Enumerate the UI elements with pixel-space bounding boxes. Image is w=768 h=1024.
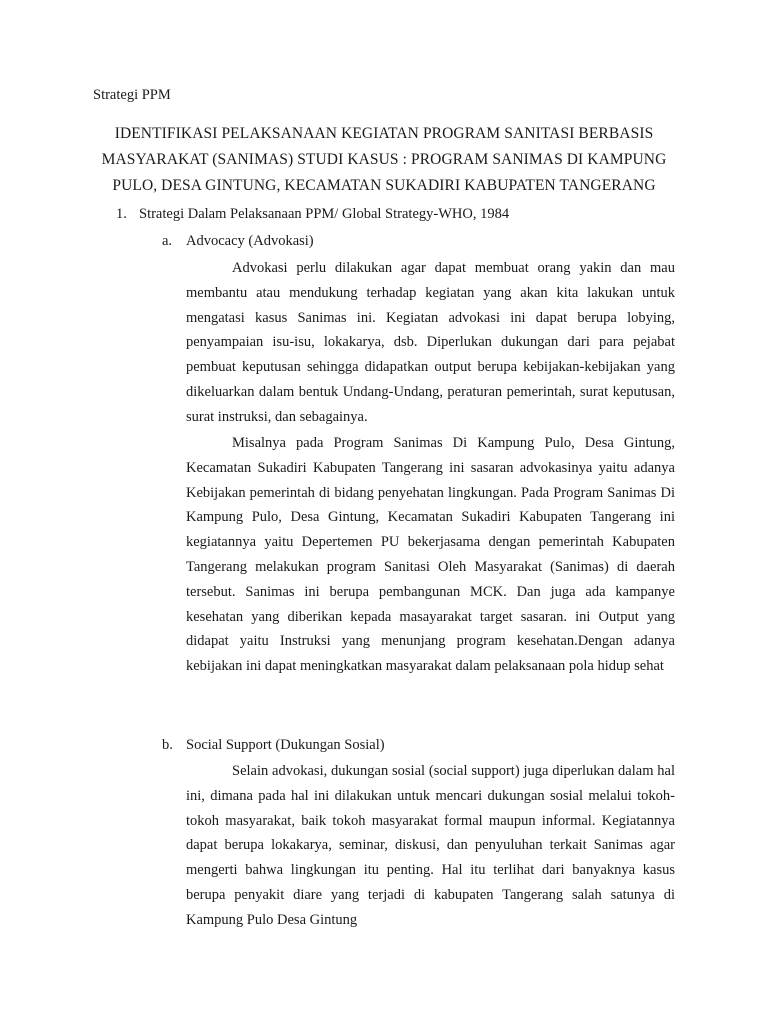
subsection-b-heading: Social Support (Dukungan Sosial) (186, 737, 385, 753)
section-number: 1. (116, 206, 127, 222)
subsection-a-letter: a. (162, 233, 173, 249)
advocacy-paragraph-2: Misalnya pada Program Sanimas Di Kampung Pulo, Desa Gintung, Kecamatan Sukadiri Kabupaten Tangerang ini sasaran advokasinya yaitu adanya Kebijakan pemerintah di bidang penyehatan lingkungan. Pada Program Sanimas Di Kampung Pulo, Desa Gintung, Kecamatan Sukadiri Kabupaten Tangerang ini kegiatannya yaitu Depertemen PU bekerjasama dengan pemerintah Kabupaten Tangerang melakukan program Sanitasi Oleh Masyarakat (Sanimas) di daerah tersebut. Sanimas ini berupa pembangunan MCK. Dan juga ada kampanye kesehatan yang diberikan kepada masayarakat target sasaran. ini Output yang didapat yaitu Instruksi yang menunjang program kesehatan.Dengan adanya kebijakan ini dapat meningkatkan masyarakat dalam pelaksanaan pola hidup sehat (186, 435, 675, 675)
document-label: Strategi PPM (93, 87, 171, 103)
advocacy-paragraph-1: Advokasi perlu dilakukan agar dapat membuat orang yakin dan mau membantu atau mendukung terhadap kegiatan yang akan kita lakukan untuk mengatasi kasus Sanimas ini. Kegiatan advokasi ini dapat berupa lobying, penyampaian isu-isu, lokakarya, dsb. Diperlukan dukungan dari para pejabat pembuat keputusan sehingga didapatkan output berupa kebijakan-kebijakan yang dikeluarkan dalam bentuk Undang-Undang, peraturan pemerintah, surat keputusan, surat instruksi, dan sebagainya. (186, 260, 675, 425)
subsection-a-heading: Advocacy (Advokasi) (186, 233, 314, 249)
document-title: IDENTIFIKASI PELAKSANAAN KEGIATAN PROGRAM SANITASI BERBASIS MASYARAKAT (SANIMAS) STUDI KASUS : PROGRAM SANIMAS DI KAMPUNG PULO, DESA GINTUNG, KECAMATAN SUKADIRI KABUPATEN TANGERANG (101, 125, 667, 194)
subsection-b-letter: b. (162, 737, 173, 753)
social-support-paragraph-1: Selain advokasi, dukungan sosial (social support) juga diperlukan dalam hal ini, dimana pada hal ini dilakukan untuk mencari dukungan sosial melalui tokoh-tokoh masyarakat, baik tokoh masyarakat formal maupun informal. Kegiatannya dapat berupa lokakarya, seminar, diskusi, dan penyuluhan terkait Sanimas agar mengerti bahwa lingkungan itu penting. Hal itu terlihat dari banyaknya kasus berupa penyakit diare yang terjadi di kabupaten Tangerang salah satunya di Kampung Pulo Desa Gintung (186, 763, 675, 928)
section-heading: Strategi Dalam Pelaksanaan PPM/ Global Strategy-WHO, 1984 (139, 206, 510, 222)
